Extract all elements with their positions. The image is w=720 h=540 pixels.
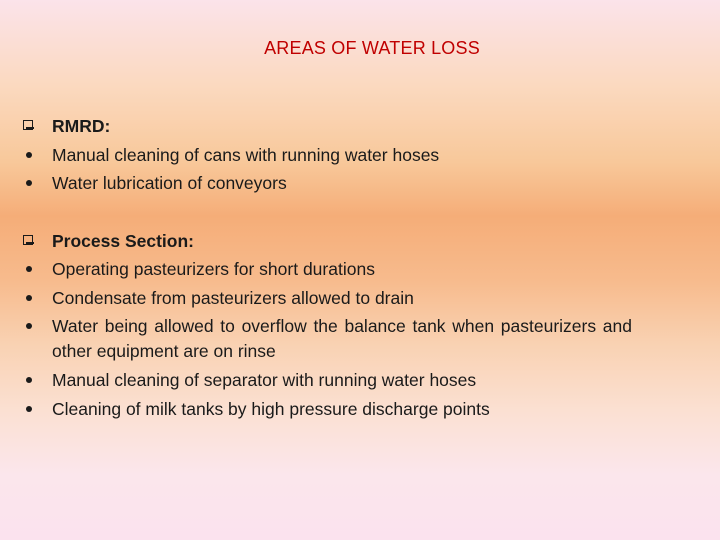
list-item bbox=[22, 141, 632, 170]
list-item bbox=[22, 366, 632, 395]
bullet-dot-icon bbox=[26, 152, 32, 158]
bullet-dot-icon bbox=[26, 180, 32, 186]
slide-title: AREAS OF WATER LOSS bbox=[264, 38, 480, 58]
section-heading: RMRD: bbox=[52, 116, 111, 136]
list-item-text: Condensate from pasteurizers allowed to drain bbox=[52, 287, 414, 308]
list-item-text: Water lubrication of conveyors bbox=[52, 173, 287, 193]
list-item bbox=[22, 284, 632, 313]
bullet-dot-icon bbox=[26, 266, 32, 272]
section-process bbox=[22, 227, 632, 424]
section-heading-row bbox=[22, 112, 632, 141]
list-item bbox=[22, 169, 632, 198]
bullet-dot-icon bbox=[26, 377, 32, 383]
list-item bbox=[22, 312, 632, 366]
section-heading: Process Section: bbox=[52, 230, 194, 251]
bullet-dot-icon bbox=[26, 406, 32, 412]
checkbox-square-icon bbox=[23, 120, 33, 130]
checkbox-square-icon bbox=[23, 235, 33, 245]
list-item bbox=[22, 395, 632, 424]
list-item-text: Cleaning of milk tanks by high pressure discharge points bbox=[52, 398, 490, 419]
list-item-text: Operating pasteurizers for short durations bbox=[52, 259, 375, 279]
list-item-text: Manual cleaning of separator with running water hoses bbox=[52, 370, 477, 390]
list-item bbox=[22, 255, 632, 284]
slide-body bbox=[22, 112, 632, 423]
bullet-dot-icon bbox=[26, 295, 32, 301]
list-item-text: Manual cleaning of cans with running water hoses bbox=[52, 144, 440, 165]
section-rmrd bbox=[22, 112, 632, 198]
list-item-text: Water being allowed to overflow the balance tank when pasteurizers and other equipment are on rinse bbox=[52, 316, 632, 361]
bullet-dot-icon bbox=[26, 323, 32, 329]
section-heading-row bbox=[22, 227, 632, 256]
